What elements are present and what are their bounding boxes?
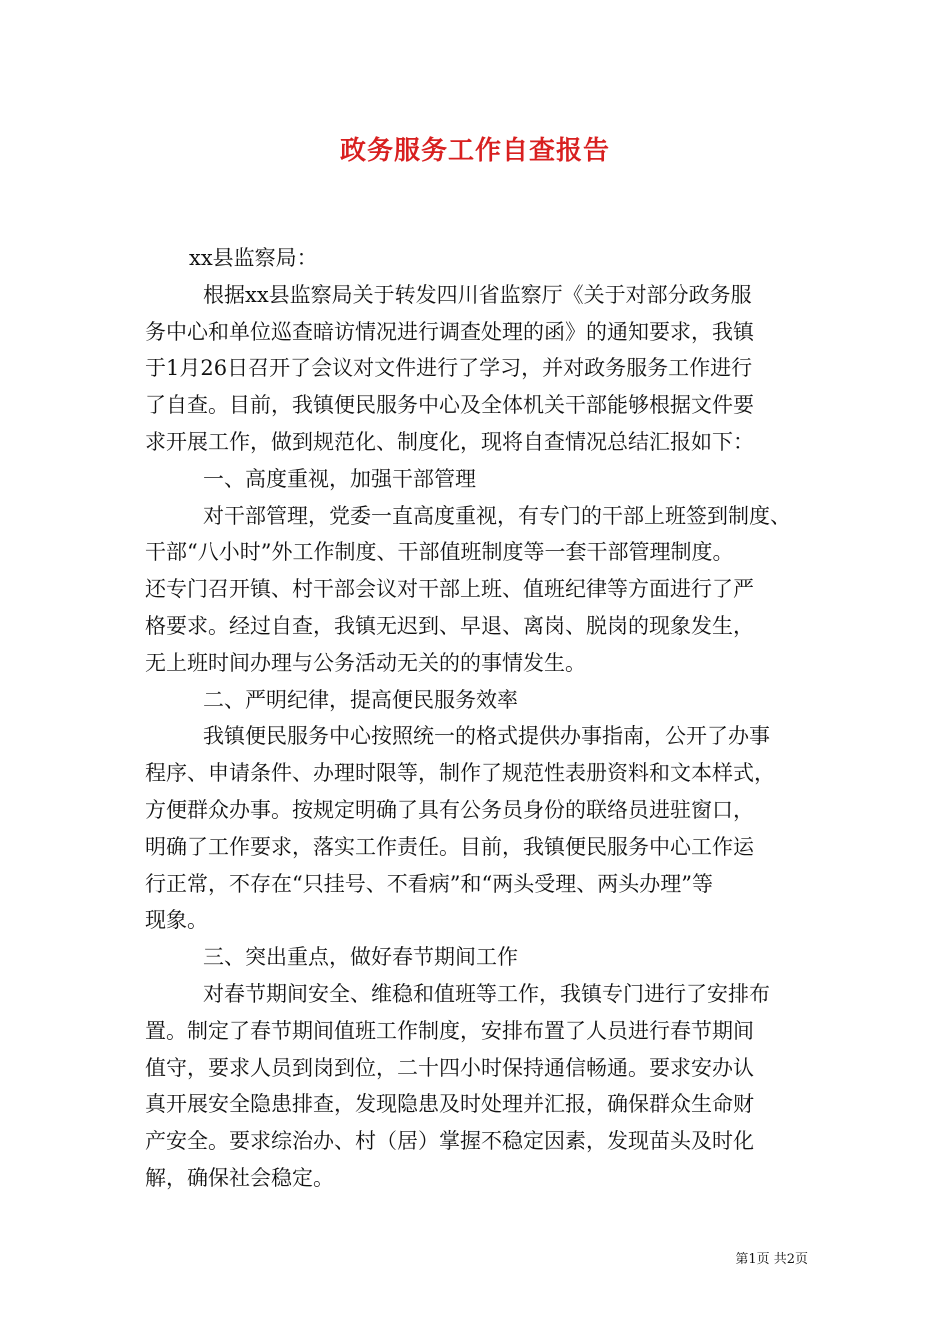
paragraph-line: 无上班时间办理与公务活动无关的的事情发生。 (145, 650, 586, 675)
paragraph-line: 明确了工作要求，落实工作责任。目前，我镇便民服务中心工作运 (145, 834, 754, 859)
paragraph-line: 值守，要求人员到岗到位，二十四小时保持通信畅通。要求安办认 (145, 1055, 754, 1080)
paragraph-line: 对春节期间安全、维稳和值班等工作，我镇专门进行了安排布 (203, 981, 770, 1006)
paragraph-line: 了自查。目前，我镇便民服务中心及全体机关干部能够根据文件要 (145, 393, 754, 418)
paragraph-line: 产安全。要求综治办、村（居）掌握不稳定因素，发现苗头及时化 (145, 1129, 754, 1154)
paragraph-line: 行正常，不存在“只挂号、不看病”和“两头受理、两头办理”等 (145, 871, 713, 896)
paragraph-line: 现象。 (145, 908, 208, 933)
paragraph-line: 解，确保社会稳定。 (145, 1165, 334, 1190)
paragraph-line: 务中心和单位巡查暗访情况进行调查处理的函》的通知要求，我镇 (145, 319, 754, 344)
document-body (145, 240, 805, 1197)
section-heading: 三、突出重点，做好春节期间工作 (203, 945, 518, 970)
paragraph-line: 干部“八小时”外工作制度、干部值班制度等一套干部管理制度。 (145, 540, 734, 565)
section-heading: 一、高度重视，加强干部管理 (203, 466, 476, 491)
paragraph-line: 方便群众办事。按规定明确了具有公务员身份的联络员进驻窗口， (145, 797, 754, 822)
paragraph-line: 我镇便民服务中心按照统一的格式提供办事指南，公开了办事 (203, 724, 770, 749)
paragraph-line: 根据xx县监察局关于转发四川省监察厅《关于对部分政务服 (203, 282, 752, 307)
document-title: 政务服务工作自查报告 (339, 136, 610, 166)
section-heading: 二、严明纪律，提高便民服务效率 (203, 687, 518, 712)
paragraph-line: 对干部管理，党委一直高度重视，有专门的干部上班签到制度、 (203, 503, 791, 528)
page-number: 第1页 共2页 (735, 1252, 808, 1267)
paragraph-line: 真开展安全隐患排查，发现隐患及时处理并汇报，确保群众生命财 (145, 1092, 754, 1117)
paragraph-line: 求开展工作，做到规范化、制度化，现将自查情况总结汇报如下： (145, 429, 754, 454)
paragraph-line: 程序、申请条件、办理时限等，制作了规范性表册资料和文本样式， (145, 761, 775, 786)
paragraph-line: 于1月26日召开了会议对文件进行了学习，并对政务服务工作进行 (145, 356, 753, 381)
paragraph-line: 格要求。经过自查，我镇无迟到、早退、离岗、脱岗的现象发生， (145, 613, 754, 638)
paragraph-line: 还专门召开镇、村干部会议对干部上班、值班纪律等方面进行了严 (145, 577, 754, 602)
paragraph-line: 置。制定了春节期间值班工作制度，安排布置了人员进行春节期间 (145, 1018, 754, 1043)
salutation-line: xx县监察局： (189, 246, 318, 270)
